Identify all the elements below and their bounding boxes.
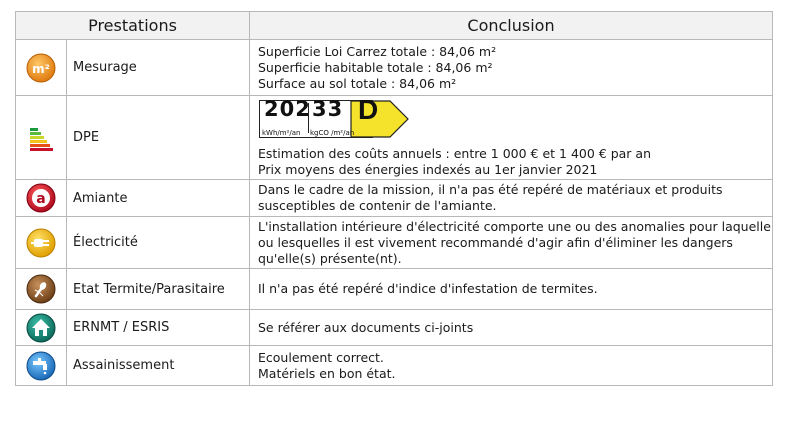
- row-name: Assainissement: [67, 346, 250, 386]
- diagnostics-summary: [15, 11, 772, 386]
- dpe-label: [258, 93, 418, 142]
- header-conclusion: Conclusion: [250, 12, 773, 40]
- asbestos-a-icon: [26, 183, 56, 213]
- table-row: [16, 96, 773, 180]
- table-row: [16, 269, 773, 310]
- row-name: Électricité: [67, 217, 250, 269]
- table-header-row: [16, 12, 773, 40]
- dpe-energy-value: 202: [264, 96, 311, 121]
- summary-table: [15, 11, 773, 386]
- table-row: [16, 310, 773, 346]
- svg-text:a: a: [36, 191, 46, 207]
- conclusion-line: Il n'a pas été repéré d'indice d'infestation de termites.: [258, 281, 598, 296]
- faucet-icon: [26, 351, 56, 381]
- table-row: [16, 40, 773, 96]
- conclusion-line: Prix moyens des énergies indexés au 1er janvier 2021: [258, 161, 598, 177]
- conclusion-line: Se référer aux documents ci-joints: [258, 319, 474, 335]
- conclusion-line: Matériels en bon état.: [258, 365, 396, 381]
- row-name: DPE: [67, 96, 250, 180]
- conclusion-line: Surface au sol totale : 84,06 m²: [258, 75, 457, 91]
- house-icon: [26, 313, 56, 343]
- dpe-ges-unit: kgCO /m²/an: [310, 128, 355, 137]
- svg-text:m²: m²: [32, 61, 50, 76]
- termite-icon: [26, 274, 56, 304]
- dpe-class-letter: D: [358, 93, 379, 125]
- conclusion-line: Superficie habitable totale : 84,06 m²: [258, 59, 493, 75]
- row-name: Etat Termite/Parasitaire: [67, 269, 250, 310]
- row-name: Amiante: [67, 180, 250, 217]
- conclusion-line: Superficie Loi Carrez totale : 84,06 m²: [258, 43, 497, 59]
- row-name: ERNMT / ESRIS: [67, 310, 250, 346]
- conclusion-text: L'installation intérieure d'électricité comporte une ou des anomalies pour laquelle ou lesquelles il est vivement recommandé d'agir afin d'éliminer les dangers qu'elle(s) présente(nt).: [258, 218, 771, 266]
- dpe-ges-value: 33: [312, 96, 344, 121]
- m2-icon: [26, 53, 56, 83]
- conclusion-text: Dans le cadre de la mission, il n'a pas été repéré de matériaux et produits susceptibles de contenir de l'amiante.: [258, 182, 723, 213]
- table-row: [16, 180, 773, 217]
- energy-label-icon: [26, 123, 56, 153]
- table-row: [16, 346, 773, 386]
- table-row: [16, 217, 773, 269]
- dpe-energy-unit: kWh/m²/an: [262, 128, 301, 137]
- conclusion-line: Ecoulement correct.: [258, 349, 384, 365]
- row-name: Mesurage: [67, 40, 250, 96]
- conclusion-line: Estimation des coûts annuels : entre 1 000 € et 1 400 € par an: [258, 145, 652, 161]
- electric-plug-icon: [26, 228, 56, 258]
- header-prestations: Prestations: [16, 12, 250, 40]
